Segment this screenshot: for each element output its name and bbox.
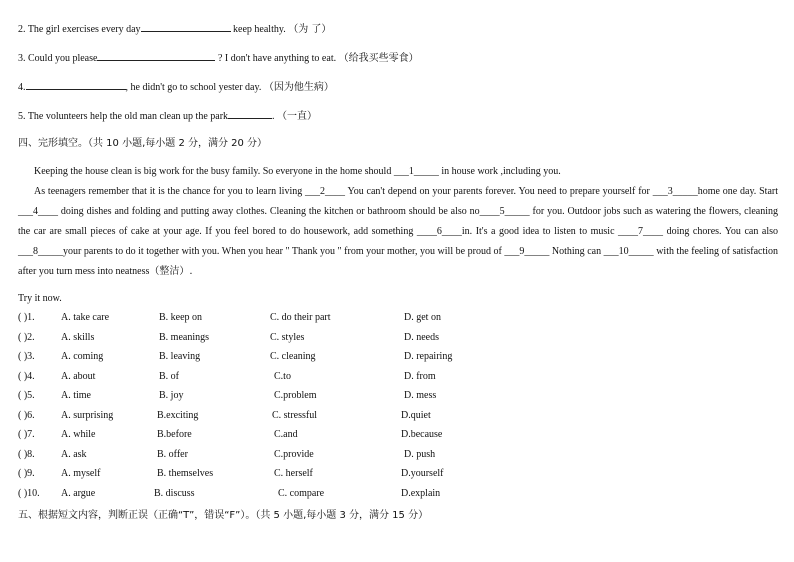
translation-item-5 [18, 108, 317, 124]
option-a[interactable]: A. take care [61, 312, 110, 323]
option-b[interactable]: B. discuss [154, 488, 195, 499]
translation-item-2 [18, 21, 331, 37]
item-text: 2. The girl exercises every day [18, 24, 141, 35]
passage-paragraph-1: Keeping the house clean is big work for the busy family. So everyone in the home should ___1_____ in house work ,including you. [34, 166, 561, 177]
option-c[interactable]: C.provide [274, 449, 314, 460]
option-b[interactable]: B. keep on [159, 312, 203, 323]
passage-text: As teenagers remember that it is the chance for you to learn living ___2____ You can't depend on your parents forever. You need to prepare yourself for ___3_____home one day. Start ___4____ doing dishes and folding and putting away clothes. Cleaning the kitchen or bathroom should be also no____5_____ for you. Outdoor jobs such as watering the flowers, cleaning the car are small pieces of cake at your age. If you feel bored to do housework, add something ____6____in. It's a good idea to listen to music ____7____ doing chores. You can also ___8_____your parents to do it together with you. When you hear " Thank you " from your mother, you will be proud of ___9_____ Nothing can ___10_____ with the feeling of satisfaction after you turn mess into neatness [18, 186, 778, 277]
option-d[interactable]: D. needs [404, 332, 439, 343]
option-a[interactable]: A. about [61, 371, 96, 382]
option-c[interactable]: C. herself [274, 468, 313, 479]
question-number[interactable]: ( )9. [18, 468, 35, 479]
option-b[interactable]: B. of [159, 371, 179, 382]
passage-paragraph-2 [18, 182, 778, 282]
option-b[interactable]: B. offer [157, 449, 188, 460]
answer-blank[interactable] [97, 50, 215, 61]
answer-blank[interactable] [26, 79, 126, 90]
question-number[interactable]: ( )5. [18, 390, 35, 401]
option-c[interactable]: C. styles [270, 332, 305, 343]
option-d[interactable]: D.quiet [401, 410, 431, 421]
option-a[interactable]: A. time [61, 390, 91, 401]
option-a[interactable]: A. coming [61, 351, 104, 362]
option-c[interactable]: C.and [274, 429, 298, 440]
option-d[interactable]: D. mess [404, 390, 437, 401]
option-d[interactable]: D. get on [404, 312, 441, 323]
question-number[interactable]: ( )10. [18, 488, 40, 499]
answer-blank[interactable] [141, 21, 231, 32]
chinese-hint: （为 了） [288, 24, 332, 35]
chinese-hint: （给我买些零食） [338, 53, 419, 64]
option-a[interactable]: A. myself [61, 468, 101, 479]
option-b[interactable]: B.before [157, 429, 192, 440]
question-number[interactable]: ( )1. [18, 312, 35, 323]
item-text: , he didn't go to school yester day. [125, 82, 262, 93]
translation-item-3 [18, 50, 419, 66]
option-a[interactable]: A. surprising [61, 410, 114, 421]
option-d[interactable]: D. repairing [404, 351, 453, 362]
option-a[interactable]: A. while [61, 429, 96, 440]
section-4-heading: 四、完形填空。（共 10 小题,每小题 2 分，满分 20 分） [18, 138, 268, 149]
option-a[interactable]: A. argue [61, 488, 96, 499]
question-number[interactable]: ( )3. [18, 351, 35, 362]
option-d[interactable]: D.yourself [401, 468, 444, 479]
item-text: . [272, 111, 275, 122]
option-d[interactable]: D. push [404, 449, 436, 460]
section-5-heading: 五、根据短文内容，判断正误（正确“T”，错误“F”）。（共 5 小题,每小题 3 分，满分 15 分） [18, 510, 429, 521]
option-d[interactable]: D. from [404, 371, 436, 382]
question-number[interactable]: ( )2. [18, 332, 35, 343]
option-b[interactable]: B.exciting [157, 410, 199, 421]
option-a[interactable]: A. ask [61, 449, 87, 460]
option-b[interactable]: B. leaving [159, 351, 201, 362]
option-c[interactable]: C. stressful [272, 410, 317, 421]
chinese-hint: （一直） [277, 111, 318, 122]
try-it-label: Try it now. [18, 293, 62, 304]
option-c[interactable]: C. cleaning [270, 351, 316, 362]
question-number[interactable]: ( )8. [18, 449, 35, 460]
option-d[interactable]: D.because [401, 429, 443, 440]
answer-blank[interactable] [228, 108, 272, 119]
item-text: 3. Could you please [18, 53, 98, 64]
question-number[interactable]: ( )6. [18, 410, 35, 421]
option-d[interactable]: D.explain [401, 488, 441, 499]
item-text: keep healthy. [230, 24, 286, 35]
option-c[interactable]: C. do their part [270, 312, 331, 323]
translation-item-4 [18, 79, 334, 95]
item-text: 4. [18, 82, 26, 93]
question-number[interactable]: ( )4. [18, 371, 35, 382]
option-c[interactable]: C. compare [278, 488, 325, 499]
option-b[interactable]: B. joy [159, 390, 184, 401]
option-a[interactable]: A. skills [61, 332, 95, 343]
item-text: ? I don't have anything to eat. [215, 53, 337, 64]
question-number[interactable]: ( )7. [18, 429, 35, 440]
cloze-passage [18, 162, 778, 282]
chinese-gloss: （整洁）. [149, 266, 193, 277]
option-b[interactable]: B. themselves [157, 468, 214, 479]
option-c[interactable]: C.problem [274, 390, 317, 401]
option-c[interactable]: C.to [274, 371, 291, 382]
item-text: 5. The volunteers help the old man clean up the park [18, 111, 229, 122]
option-b[interactable]: B. meanings [159, 332, 209, 343]
chinese-hint: （因为他生病） [263, 82, 334, 93]
